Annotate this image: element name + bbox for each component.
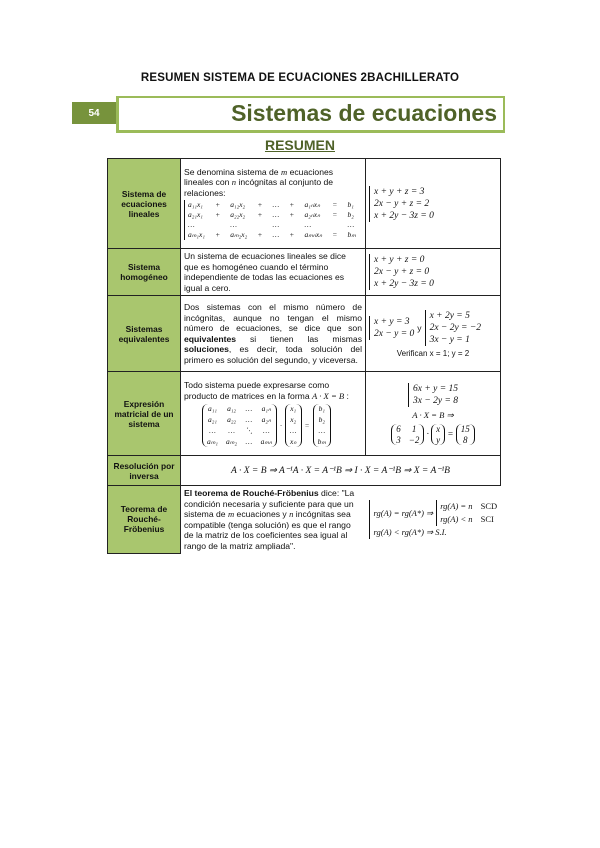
table-row (108, 486, 501, 554)
sub-case (440, 500, 497, 513)
concept-cell: Sistema homogéneo (108, 249, 181, 296)
desc-text: : (344, 390, 349, 401)
vector-entry: y (436, 434, 441, 445)
system-term: … (347, 220, 355, 230)
equation: x + y + z = 0 (374, 255, 425, 265)
vector-entry: xₙ (290, 437, 297, 446)
description-cell (181, 296, 366, 372)
sub-condition: rg(A) < n (440, 514, 473, 524)
description-cell: Un sistema de ecuaciones lineales se dice que es homogéneo cuando el término independiente de todas las ecuaciones es igual a cero. (181, 249, 366, 296)
example-vector-X (431, 424, 445, 445)
system-term: a₁ₙxₙ (304, 200, 321, 210)
case-compatible (374, 500, 498, 526)
matrix-entry: a₁₂ (227, 404, 237, 413)
matrix-entry: aₘ₁ (207, 437, 219, 446)
matrix-entry: aₘ₂ (226, 437, 238, 446)
example-vector-B (456, 424, 475, 445)
page-number: 54 (72, 102, 116, 124)
title-frame (116, 96, 505, 133)
matrix-entry: a₂₁ (208, 415, 217, 424)
concept-cell: Resolución por inversa (108, 456, 181, 486)
table-row (108, 456, 501, 486)
equation: 2x − y + z = 2 (374, 198, 430, 209)
matrix-entry: … (245, 404, 253, 413)
system-term: … (230, 220, 237, 230)
matrix-entry: ⋱ (245, 426, 253, 435)
join-word: y (417, 322, 422, 333)
sub-result: SCI (480, 514, 494, 524)
system-term: aₘₙxₙ (304, 230, 323, 240)
equation: 6x + y = 15 (412, 383, 458, 394)
equation: 2x − y = 0 (374, 328, 415, 339)
system-term: a₂₁x₁ (188, 210, 203, 220)
equation: x + 2y − 3z = 0 (374, 210, 434, 221)
equation: x + y = 3 (374, 316, 410, 327)
concept-cell: Sistema de ecuaciones lineales (108, 159, 181, 249)
matrix-entry: 1 (411, 423, 417, 434)
system-term: b₁ (347, 200, 354, 210)
desc-bold: equivalentes (184, 333, 237, 344)
matrix-entry: … (209, 426, 216, 435)
formula-cell: A · X = B ⇒ A⁻¹A · X = A⁻¹B ⇒ I · X = A⁻¹B ⇒ X = A⁻¹B (181, 456, 501, 486)
description-cell (181, 486, 366, 554)
vector-entry: x₂ (290, 415, 297, 424)
example-matrix-A (391, 424, 424, 445)
desc-text: Se denomina sistema de (184, 166, 281, 177)
system-term: aₘ₁x₁ (188, 230, 205, 240)
system-term: … (188, 220, 195, 230)
document-header: RESUMEN SISTEMA DE ECUACIONES 2BACHILLERATO (140, 72, 460, 84)
matrix-entry: −2 (408, 434, 420, 445)
verify-text: Verifican x = 1; y = 2 (396, 348, 470, 358)
desc-bold: soluciones (184, 344, 229, 354)
example-cell (366, 372, 501, 456)
system-term: = (332, 200, 338, 210)
equation: 3x − y = 1 (429, 334, 470, 345)
matrix-expression (202, 404, 362, 447)
desc-text: si tienen las mismas (236, 333, 362, 344)
vector-entry: 15 (460, 423, 470, 434)
page-title: Sistemas de ecuaciones (231, 100, 497, 126)
desc-var-m: m (280, 166, 288, 177)
rouche-cases (369, 500, 498, 539)
concept-cell: Sistemas equivalentes (108, 296, 181, 372)
description-cell (181, 372, 366, 456)
vector-entry: … (318, 426, 326, 435)
matrix-entry: 3 (396, 434, 401, 445)
matrix-entry: a₁ₙ (261, 404, 271, 413)
system-term: a₁₂x₂ (230, 200, 246, 210)
desc-text: Todo sistema puede expresarse como producto de matrices en la forma (184, 380, 330, 401)
desc-formula: A · X = B (312, 390, 345, 401)
sub-result: SCD (480, 501, 498, 511)
table-row (108, 249, 501, 296)
example-cell (366, 486, 501, 554)
sub-case (440, 513, 497, 526)
system-term: + (215, 230, 221, 240)
dot-operator: · (426, 428, 429, 439)
dot-operator: · (279, 420, 282, 430)
system-term: a₁₁x₁ (188, 200, 203, 210)
system-term: a₂ₙxₙ (304, 210, 321, 220)
desc-text: incógnitas al conjunto de relaciones: (184, 177, 334, 198)
matrix-entry: … (245, 437, 253, 446)
sub-condition: rg(A) = n (440, 501, 473, 511)
system-term: + (257, 200, 263, 210)
equals-operator: = (447, 428, 454, 439)
vector-entry: b₁ (318, 404, 325, 413)
vector-entry: x (436, 423, 441, 434)
vector-entry: 8 (462, 434, 468, 445)
system-term: a₂₂x₂ (230, 210, 246, 220)
desc-var-m: m (227, 509, 235, 519)
system-term: + (215, 200, 221, 210)
system-term: … (304, 220, 312, 230)
equation: x + 2y = 5 (429, 310, 470, 321)
desc-text: ecuaciones lineales con (184, 166, 334, 188)
equation: 2x − y + z = 0 (374, 267, 430, 277)
system-term: + (289, 230, 295, 240)
system-term: = (332, 230, 338, 240)
system-term: + (257, 230, 263, 240)
system-term: + (215, 210, 221, 220)
equation: x + 2y − 3z = 0 (374, 279, 434, 289)
example-matrix-eq (369, 424, 497, 445)
system-term: + (257, 210, 263, 220)
example-cell (366, 159, 501, 249)
constant-vector (313, 404, 331, 447)
variable-vector (285, 404, 302, 447)
system-term: = (332, 210, 338, 220)
system-term: + (289, 200, 295, 210)
section-title: RESUMEN (264, 137, 335, 153)
table-row (108, 372, 501, 456)
system-term: … (272, 210, 280, 220)
desc-var-n: n (231, 177, 237, 188)
equation: x + y + z = 3 (374, 186, 425, 197)
concept-cell: Expresión matricial de un sistema (108, 372, 181, 456)
system-term: + (289, 210, 295, 220)
system-term: b₂ (347, 210, 354, 220)
system-term (257, 220, 268, 230)
vector-entry: b₂ (318, 415, 325, 424)
desc-bold: El teorema de Rouché-Fröbenius (184, 488, 319, 498)
equivalent-systems (369, 310, 497, 346)
system-term: bₘ (347, 230, 356, 240)
example-cell (366, 249, 501, 296)
desc-text: ecuaciones y (234, 509, 290, 519)
vector-entry: … (289, 426, 297, 435)
description-cell (181, 159, 366, 249)
desc-text: Dos sistemas con el mismo número de incógnitas, aunque no tengan el mismo número de ecuaciones, se dice que son (184, 302, 362, 333)
table-row (108, 296, 501, 372)
example-system (408, 383, 458, 407)
desc-var-n: n (289, 509, 294, 519)
matrix-entry: a₂ₙ (261, 415, 271, 424)
matrix-entry: … (245, 415, 253, 424)
table-row (108, 159, 501, 249)
general-system (184, 200, 362, 240)
system-term (332, 220, 343, 230)
matrix-entry: … (228, 426, 235, 435)
sub-cases (436, 500, 497, 526)
system-term (289, 220, 300, 230)
equation: 2x − 2y = −2 (429, 322, 481, 333)
title-bar (72, 96, 502, 132)
system-term: … (272, 220, 280, 230)
matrix-entry: … (262, 426, 270, 435)
desc-text: incógnitas sea compatible (tenga solución) es que el rango de la matriz de los coeficientes sea igual al rango de la matriz ampliada". (184, 509, 351, 551)
example-system (369, 254, 434, 290)
system-term (215, 220, 226, 230)
example-cell (366, 296, 501, 372)
example-system-b (425, 310, 481, 346)
coefficient-matrix (202, 404, 277, 447)
summary-table (107, 158, 501, 554)
vector-entry: x₁ (290, 404, 297, 413)
example-arrow: A · X = B ⇒ (412, 409, 454, 420)
desc-text: dice: "La condición necesaria y suficiente para que un sistema de (184, 488, 355, 519)
matrix-entry: a₁₁ (208, 404, 217, 413)
matrix-entry: 6 (396, 423, 401, 434)
case-incompatible: rg(A) < rg(A*) ⇒ S.I. (373, 527, 447, 537)
case-condition: rg(A) = rg(A*) ⇒ (373, 507, 434, 518)
concept-cell: Teorema de Rouché-Fröbenius (108, 486, 181, 554)
vector-entry: bₘ (317, 437, 327, 446)
example-system-a (369, 316, 414, 340)
desc-text: , es decir, toda solución del primero es solución del segundo, y viceversa. (184, 344, 362, 365)
equals-operator: = (304, 420, 310, 430)
equation: 3x − 2y = 8 (412, 395, 458, 406)
matrix-entry: a₂₂ (227, 415, 237, 424)
system-term: … (272, 230, 280, 240)
system-term: … (272, 200, 280, 210)
example-system (369, 186, 434, 222)
matrix-entry: aₘₙ (260, 437, 272, 446)
system-term: aₘ₂x₂ (230, 230, 248, 240)
